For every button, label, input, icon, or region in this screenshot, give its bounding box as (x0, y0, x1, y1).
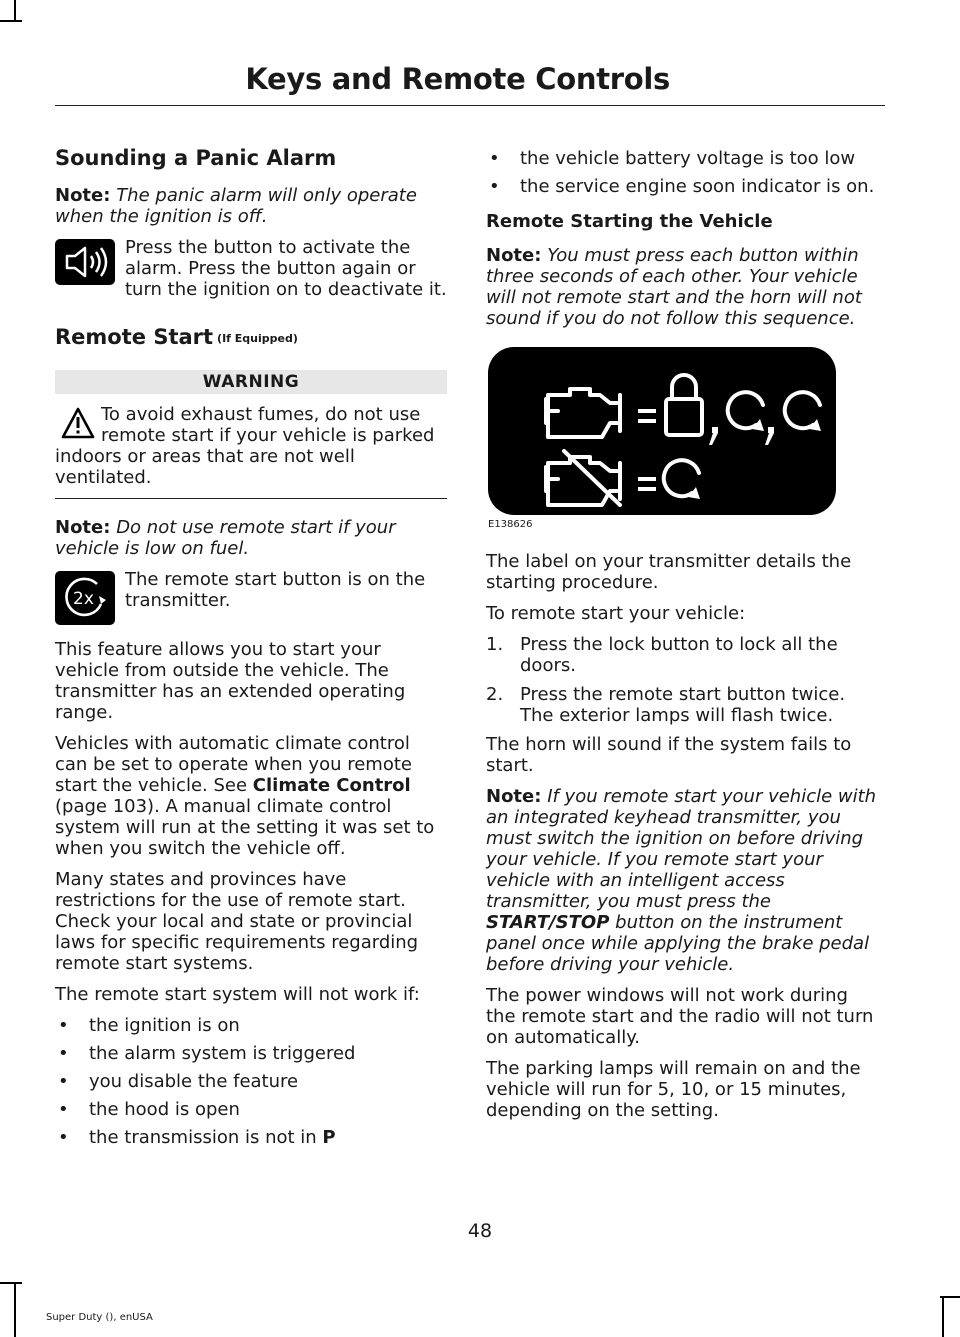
page-title: Keys and Remote Controls (245, 62, 670, 96)
warning-block (55, 404, 447, 488)
remote-button-text: The remote start button is on the transmitter. (125, 569, 426, 611)
step-number: 2. (486, 684, 504, 705)
list-item: • the service engine soon indicator is on. (486, 176, 878, 197)
list-item: • the hood is open (55, 1099, 447, 1120)
note-text-post: button on the instrument panel once while applying the brake pedal before driving your vehicle. (486, 912, 870, 975)
remote-starting-heading: Remote Starting the Vehicle (486, 211, 773, 232)
warning-text: To avoid exhaust fumes, do not use remote start if your vehicle is parked indoors or areas that are not well ventilated. (55, 404, 435, 488)
note-text-pre: If you remote start your vehicle with an integrated keyhead transmitter, you must switch the ignition on before driving your vehicle. If you remote start your vehicle with an intelligent access transmitter, you must press the (486, 786, 877, 912)
note-text: The panic alarm will only operate when the ignition is off. (55, 185, 417, 227)
right-column (486, 145, 878, 1131)
comma-glyph (765, 427, 774, 445)
list-item-text: the transmission is not in (89, 1127, 323, 1148)
start-stop-label: START/STOP (486, 912, 610, 933)
remote-button-block (55, 569, 447, 625)
step-number: 1. (486, 634, 504, 655)
crop-mark (0, 1282, 22, 1284)
page-number: 48 (467, 1220, 493, 1242)
fuel-note (55, 517, 447, 559)
remote-start-title: Remote Start (55, 325, 214, 349)
windows-paragraph: The power windows will not work during the remote start and the radio will not turn on automatically. (486, 985, 874, 1048)
climate-control-link: Climate Control (252, 775, 411, 796)
panic-heading: Sounding a Panic Alarm (55, 146, 337, 170)
steps-list (486, 634, 878, 726)
crop-mark (942, 1296, 944, 1337)
note-label: Note: (55, 517, 111, 538)
transmitter-note (486, 786, 878, 975)
note-text: Do not use remote start if your vehicle is low on fuel. (55, 517, 396, 559)
comma-glyph (709, 427, 718, 445)
remote-button-label: 2x (73, 589, 94, 609)
lamps-paragraph: The parking lamps will remain on and the vehicle will run for 5, 10, or 15 minutes, depending on the setting. (486, 1058, 861, 1121)
list-item (55, 1127, 447, 1148)
engine-crossed-icon (546, 457, 620, 505)
note-label: Note: (486, 245, 542, 266)
note-label: Note: (486, 786, 542, 807)
if-equipped-label: (If Equipped) (217, 332, 298, 345)
note-label: Note: (55, 185, 111, 206)
park-letter: P (322, 1127, 336, 1148)
crop-mark (14, 0, 16, 22)
left-column (55, 145, 447, 1156)
climate-paragraph (55, 733, 447, 859)
warning-bar: WARNING (55, 370, 447, 394)
diagram-caption: E138626 (488, 519, 533, 530)
step-text: Press the lock button to lock all the doors. (520, 634, 838, 676)
not-work-list-cont (486, 148, 878, 197)
sequence-note (486, 245, 878, 329)
not-work-list (55, 1015, 447, 1148)
laws-paragraph: Many states and provinces have restrictions for the use of remote start. Check your local and state or provincial laws for specific requirements regarding remote start systems. (55, 869, 419, 974)
feature-paragraph: This feature allows you to start your vehicle from outside the vehicle. The transmitter has an extended operating range. (55, 639, 406, 723)
crop-mark (14, 1282, 16, 1337)
transmitter-label-diagram (488, 347, 836, 515)
label-paragraph: The label on your transmitter details the starting procedure. (486, 551, 852, 593)
crop-mark (0, 20, 22, 22)
panic-instruction-block (55, 237, 447, 300)
lock-icon (666, 399, 702, 435)
footer-text: Super Duty (), enUSA (46, 1312, 153, 1323)
remote-start-button-icon (55, 571, 115, 625)
list-item (486, 634, 878, 676)
remote-start-heading (55, 324, 447, 352)
panic-note (55, 185, 447, 227)
horn-paragraph: The horn will sound if the system fails to start. (486, 734, 852, 776)
list-item: • the alarm system is triggered (55, 1043, 447, 1064)
engine-icon (546, 389, 620, 437)
list-item (486, 684, 878, 726)
climate-text-pre: Vehicles with automatic climate control can be set to operate when you remote start the vehicle. See (55, 733, 412, 796)
climate-text-post: (page 103). A manual climate control system will run at the setting it was set to when you switch the vehicle off. (55, 796, 435, 859)
header-rule (55, 105, 885, 106)
warning-triangle-icon (55, 404, 101, 440)
warning-rule (55, 498, 447, 499)
panic-instruction: Press the button to activate the alarm. Press the button again or turn the ignition on to deactivate it. (125, 237, 447, 300)
list-item: • you disable the feature (55, 1071, 447, 1092)
list-item: • the ignition is on (55, 1015, 447, 1036)
note-text: You must press each button within three seconds of each other. Your vehicle will not remote start and the horn will not sound if you do not follow this sequence. (486, 245, 862, 329)
list-item: • the vehicle battery voltage is too low (486, 148, 878, 169)
horn-sound-icon (55, 239, 115, 285)
steps-intro: To remote start your vehicle: (486, 603, 746, 624)
crop-mark (940, 1296, 960, 1298)
not-work-intro: The remote start system will not work if: (55, 984, 420, 1005)
step-text: Press the remote start button twice. The exterior lamps will flash twice. (520, 684, 846, 726)
